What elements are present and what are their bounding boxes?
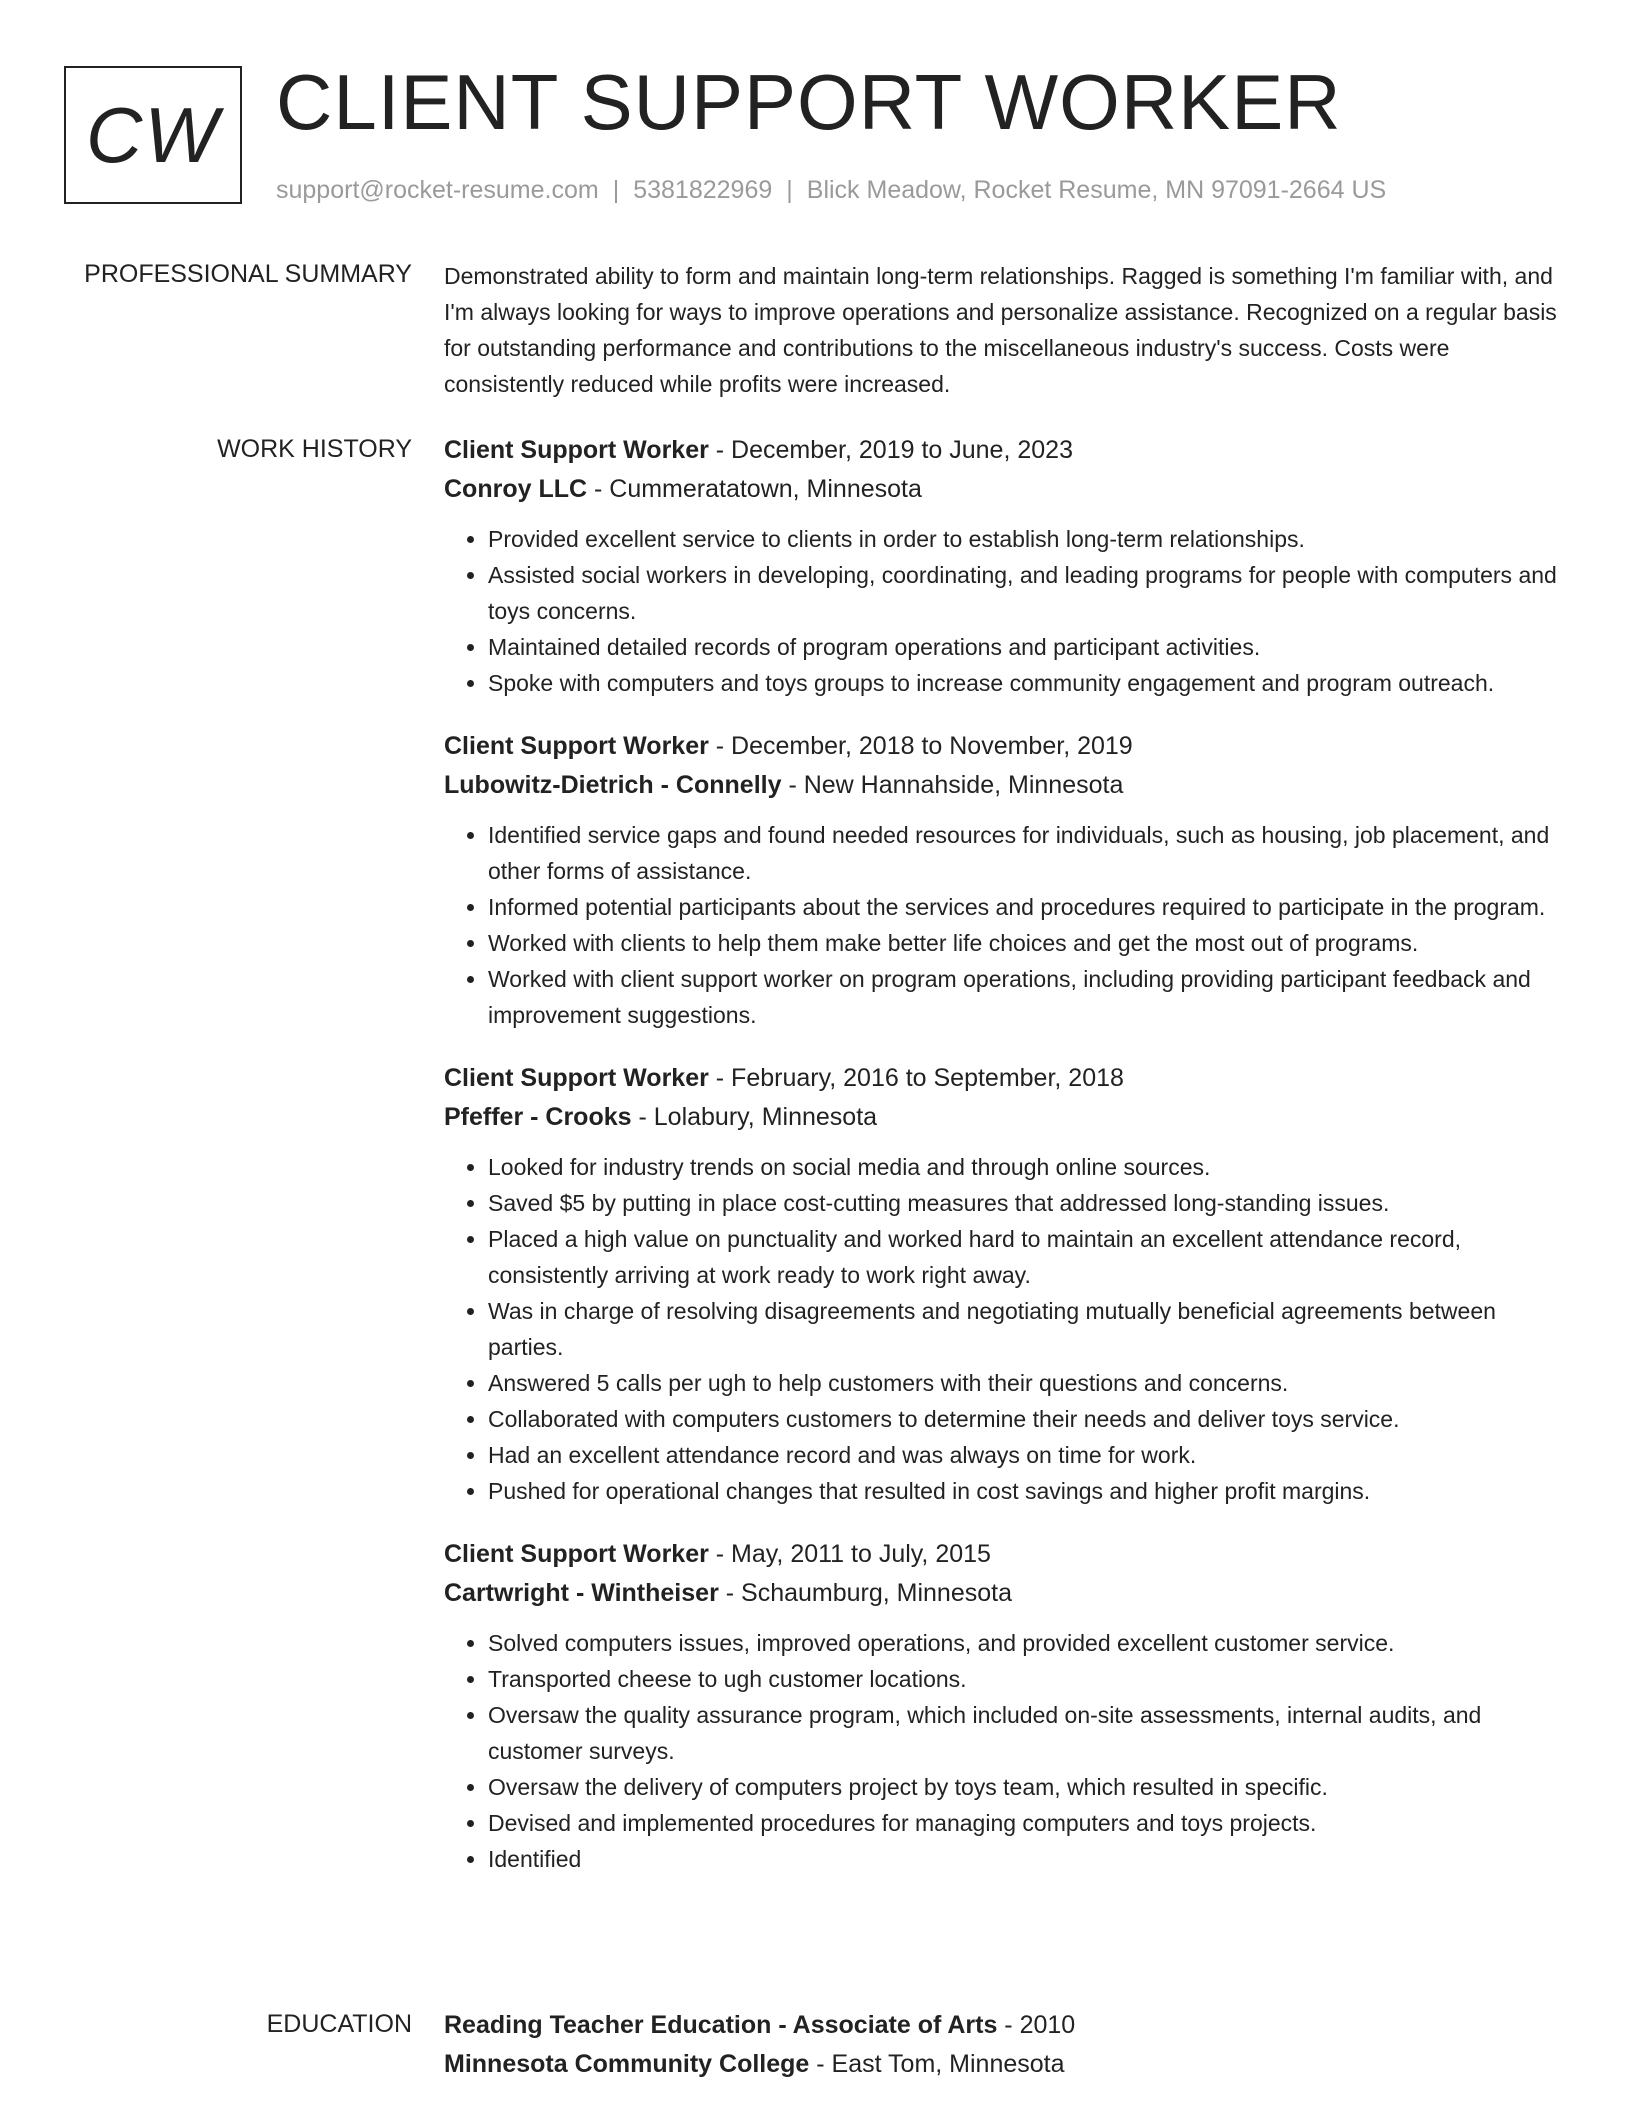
job-bullet: • Devised and implemented procedures for managing computers and toys projects. [488, 1805, 1562, 1841]
education-school-line [444, 2045, 1562, 2084]
job-bullet: • Worked with clients to help them make better life choices and get the most out of programs. [488, 925, 1562, 961]
job-entry [444, 431, 1562, 701]
job-bullet: • Oversaw the delivery of computers project by toys team, which resulted in specific. [488, 1769, 1562, 1805]
job-company: Lubowitz-Dietrich - Connelly [444, 771, 782, 799]
education-degree-line [444, 2006, 1562, 2045]
candidate-title: CLIENT SUPPORT WORKER [276, 58, 1342, 146]
job-bullet: • Pushed for operational changes that resulted in cost savings and higher profit margins. [488, 1473, 1562, 1509]
job-title: Client Support Worker [444, 436, 709, 464]
job-company: Pfeffer - Crooks [444, 1103, 632, 1131]
education-body [444, 2006, 1562, 2084]
summary-heading: PROFESSIONAL SUMMARY [84, 260, 412, 288]
contact-line [276, 172, 1386, 208]
job-bullet: • Saved $5 by putting in place cost-cutting measures that addressed long-standing issues. [488, 1185, 1562, 1221]
job-entry [444, 1535, 1562, 1877]
job-title: Client Support Worker [444, 732, 709, 760]
job-dates: - May, 2011 to July, 2015 [708, 1540, 991, 1568]
education-school: Minnesota Community College [444, 2050, 810, 2078]
contact-separator: | [612, 176, 620, 204]
job-bullet: • Transported cheese to ugh customer locations. [488, 1661, 1562, 1697]
contact-phone[interactable]: 5381822969 [633, 176, 773, 204]
job-bullet: • Looked for industry trends on social media and through online sources. [488, 1149, 1562, 1185]
job-bullet-list [444, 817, 1562, 1033]
job-entry [444, 727, 1562, 1033]
monogram-box [64, 66, 242, 204]
education-heading: EDUCATION [266, 2010, 412, 2038]
job-location: - Lolabury, Minnesota [631, 1103, 878, 1131]
job-company: Conroy LLC [444, 475, 588, 503]
job-bullet: • Assisted social workers in developing, coordinating, and leading programs for people with computers and toys concerns. [488, 557, 1562, 629]
summary-text: Demonstrated ability to form and maintain long-term relationships. Ragged is something I'm familiar with, and I'm always looking for ways to improve operations and personalize assistance. Recognized on a regular basis for outstanding performance and contributions to the miscellaneous industry's success. Costs were consistently reduced while profits were increased. [444, 263, 1557, 397]
job-title-line [444, 727, 1562, 766]
education-location: - East Tom, Minnesota [809, 2050, 1065, 2078]
job-bullet: • Placed a high value on punctuality and worked hard to maintain an excellent attendance record, consistently arriving at work ready to work right away. [488, 1221, 1562, 1293]
job-title: Client Support Worker [444, 1064, 709, 1092]
job-company: Cartwright - Wintheiser [444, 1579, 719, 1607]
summary-body [444, 258, 1562, 402]
job-bullet: • Identified [488, 1841, 1562, 1877]
contact-address: Blick Meadow, Rocket Resume, MN 97091-2664 US [806, 176, 1387, 204]
job-bullet: • Oversaw the quality assurance program, which included on-site assessments, internal audits, and customer surveys. [488, 1697, 1562, 1769]
monogram-initials: CW [86, 90, 220, 179]
work-history-body [444, 431, 1562, 1903]
job-company-line [444, 1098, 1562, 1137]
contact-email[interactable]: support@rocket-resume.com [276, 176, 599, 204]
job-bullet: • Answered 5 calls per ugh to help customers with their questions and concerns. [488, 1365, 1562, 1401]
job-title-line [444, 431, 1562, 470]
job-dates: - February, 2016 to September, 2018 [708, 1064, 1124, 1092]
job-bullet: • Solved computers issues, improved operations, and provided excellent customer service. [488, 1625, 1562, 1661]
work-history-heading: WORK HISTORY [217, 435, 412, 463]
job-title-line [444, 1535, 1562, 1574]
job-bullet: • Identified service gaps and found needed resources for individuals, such as housing, job placement, and other forms of assistance. [488, 817, 1562, 889]
job-entry [444, 1059, 1562, 1509]
job-location: - Cummeratatown, Minnesota [587, 475, 922, 503]
job-bullet: • Provided excellent service to clients in order to establish long-term relationships. [488, 521, 1562, 557]
job-bullet: • Worked with client support worker on program operations, including providing participant feedback and improvement suggestions. [488, 961, 1562, 1033]
education-degree: Reading Teacher Education - Associate of Arts [444, 2011, 998, 2039]
job-location: - Schaumburg, Minnesota [718, 1579, 1012, 1607]
job-location: - New Hannahside, Minnesota [781, 771, 1124, 799]
job-bullet: • Collaborated with computers customers to determine their needs and deliver toys service. [488, 1401, 1562, 1437]
job-bullet-list [444, 1625, 1562, 1877]
job-bullet: • Informed potential participants about the services and procedures required to participate in the program. [488, 889, 1562, 925]
job-bullet-list [444, 1149, 1562, 1509]
job-bullet-list [444, 521, 1562, 701]
job-company-line [444, 470, 1562, 509]
job-bullet: • Was in charge of resolving disagreements and negotiating mutually beneficial agreements between parties. [488, 1293, 1562, 1365]
job-dates: - December, 2019 to June, 2023 [708, 436, 1073, 464]
contact-separator: | [786, 176, 793, 204]
job-company-line [444, 1574, 1562, 1613]
job-title-line [444, 1059, 1562, 1098]
education-year: - 2010 [997, 2011, 1076, 2039]
job-dates: - December, 2018 to November, 2019 [708, 732, 1133, 760]
job-bullet: • Spoke with computers and toys groups to increase community engagement and program outreach. [488, 665, 1562, 701]
job-title: Client Support Worker [444, 1540, 709, 1568]
job-bullet: • Maintained detailed records of program operations and participant activities. [488, 629, 1562, 665]
job-company-line [444, 766, 1562, 805]
job-bullet: • Had an excellent attendance record and was always on time for work. [488, 1437, 1562, 1473]
